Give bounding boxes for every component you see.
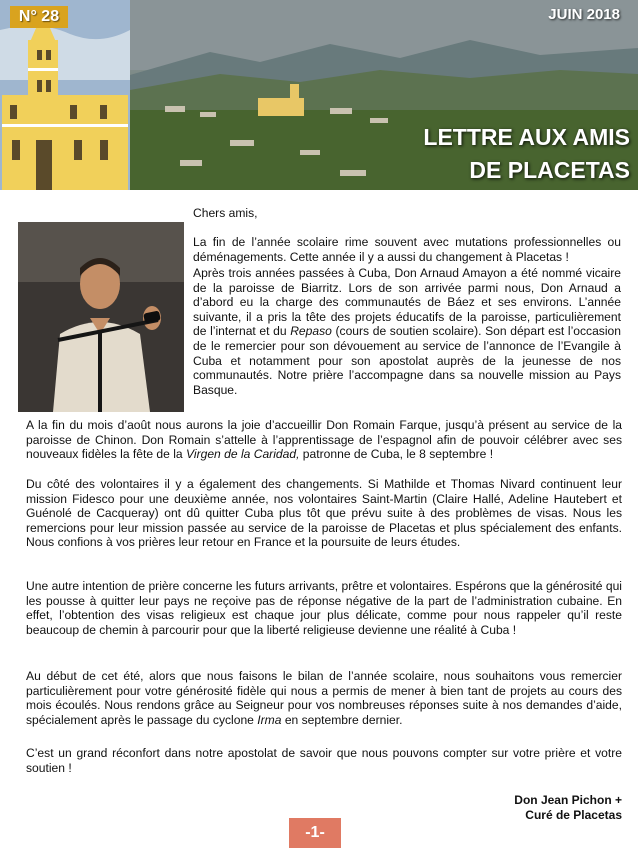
- newsletter-title: [423, 121, 630, 187]
- paragraph-6: [26, 669, 622, 727]
- paragraph-2-text: Après trois années passées à Cuba, Don Arnaud Amayon a été nommé vicaire de la paroisse de Biarritz. Lors de son arrivée parmi nous, Don Arnaud a d’abord eu la charge des communautés de Báez et ses environs. L’année suivante, il a pris la tête des projets éducatifs de la paroisse, particulièrement de l’internat et du: [193, 266, 621, 339]
- signature-role: Curé de Placetas: [525, 808, 622, 822]
- title-line-2: DE PLACETAS: [469, 157, 630, 183]
- signature: [514, 793, 622, 823]
- paragraph-3-text: A la fin du mois d’août nous aurons la joie d’accueillir Don Romain Farque, jusqu’à présent au service de la paroisse de Chinon. Don Romain s’attelle à l’apprentissage de l’espagnol afin de pouvoir célébrer avec ses nouveaux fidèles la fête de la: [26, 418, 622, 462]
- paragraph-6-text: Au début de cet été, alors que nous faisons le bilan de l’année scolaire, nous souhaitons vous remercier particulièrement pour votre générosité fidèle qui nous a permis de mener à bien tant de projets au cours des mois écoulés. Nous rendons grâce au Seigneur pour vos nombreuses réponses suite à nos demandes d’aide, spécialement après le passage du cyclone: [26, 669, 622, 727]
- paragraph-6-emphasis: Irma: [257, 712, 282, 727]
- title-line-1: LETTRE AUX AMIS: [423, 124, 630, 150]
- paragraph-1: La fin de l’année scolaire rime souvent avec mutations professionnelles ou déménagements. Cette année il y a aussi du changement à Placetas !: [193, 235, 621, 264]
- signature-name: Don Jean Pichon +: [514, 793, 622, 807]
- paragraph-3-text-end: patronne de Cuba, le 8 septembre !: [299, 447, 494, 462]
- paragraph-7: C’est un grand réconfort dans notre apostolat de savoir que nous pouvons compter sur votre prière et votre soutien !: [26, 746, 622, 775]
- paragraph-3-emphasis: Virgen de la Caridad,: [186, 447, 300, 462]
- paragraph-4: Du côté des volontaires il y a également des changements. Si Mathilde et Thomas Nivard continuent leur mission Fidesco pour une deuxième année, nos volontaires Saint-Martin (Claire Hallé, Adeline Hautebert et Guénolé de Cacqueray) ont dû quitter Cuba plus tôt que prévu suite à des problèmes de visas. Nous les remercions pour leur mission passée au service de la paroisse de Placetas et plus spécialement des enfants. Nous confions à vos prières leur retour en France et la poursuite de leurs études.: [26, 477, 622, 550]
- paragraph-6-text-end: en septembre dernier.: [281, 712, 403, 727]
- issue-date: JUIN 2018: [548, 6, 620, 23]
- header-banner: [0, 0, 638, 190]
- salutation: Chers amis,: [193, 206, 258, 220]
- paragraph-2-emphasis: Repaso: [290, 324, 332, 339]
- paragraph-3: [26, 418, 622, 462]
- page-number: -1-: [289, 818, 341, 848]
- issue-number-badge: N° 28: [10, 6, 68, 28]
- paragraph-5: Une autre intention de prière concerne les futurs arrivants, prêtre et volontaires. Espérons que la générosité qui les pousse à quitter leur pays ne reçoive pas de réponse négative de la part de l’administration cubaine. En effet, l’obtention des visas religieux est chaque jour plus délicate, comme pour nous rappeler qu’il reste beaucoup de chemin à parcourir pour que la liberté religieuse devienne une réalité à Cuba !: [26, 579, 622, 637]
- paragraph-2-text-end: (cours de soutien scolaire). Son départ est l’occasion de le remercier pour son dévouement au service de l’annonce de l’Evangile à Cuba et notamment pour son apostolat auprès de la jeunesse de nos communautés. Notre prière l’accompagne dans sa nouvelle mission au Pays Basque.: [193, 324, 621, 397]
- paragraph-2: [193, 266, 621, 397]
- priest-photo: [18, 222, 184, 412]
